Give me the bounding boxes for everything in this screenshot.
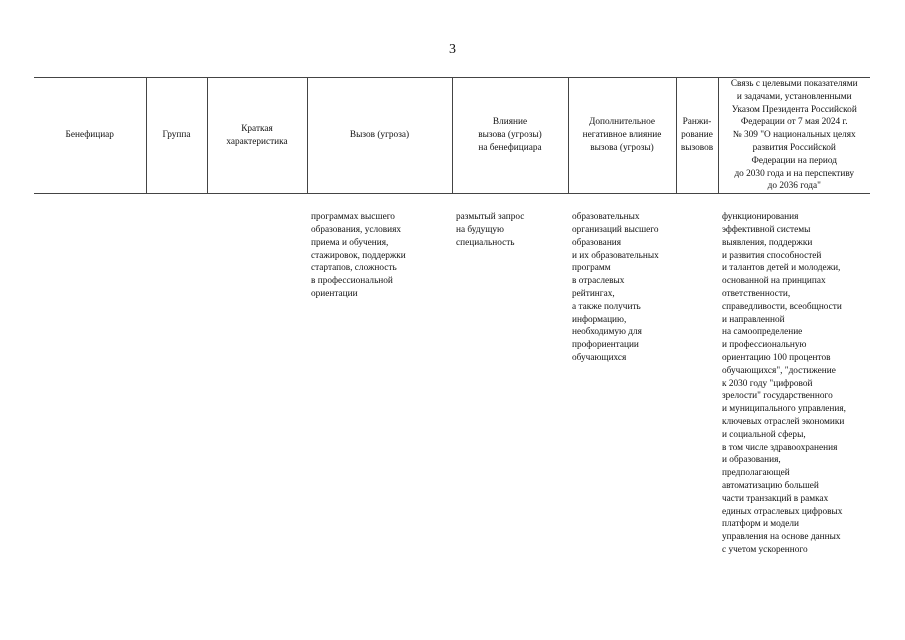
header-group xyxy=(146,78,207,194)
text-line: основанной на принципах xyxy=(722,276,826,287)
cell-beneficiary xyxy=(34,194,146,557)
header-description xyxy=(207,78,307,194)
cell-additional-impact xyxy=(568,194,676,557)
text-line: справедливости, всеобщности xyxy=(722,301,842,312)
header-line: Связь с целевыми показателями xyxy=(730,79,858,89)
text-line: стажировок, поддержки xyxy=(311,250,406,261)
text-line: образовательных xyxy=(572,212,640,223)
header-line: до 2036 года" xyxy=(767,181,821,192)
text-line: единых отраслевых цифровых xyxy=(722,506,843,517)
text-line: на самоопределение xyxy=(722,327,803,338)
text-line: функционирования xyxy=(722,212,799,223)
text-line: в том числе здравоохранения xyxy=(722,442,838,453)
header-line: Указом Президента Российской xyxy=(731,104,857,115)
header-line: № 309 "О национальных целях xyxy=(732,130,856,141)
header-impact xyxy=(452,78,568,194)
text-line: программ xyxy=(572,263,611,274)
text-line: на будущую xyxy=(456,224,504,235)
text-line: ключевых отраслей экономики xyxy=(722,416,845,427)
header-line: развития Российской xyxy=(752,142,836,153)
cell-description xyxy=(207,194,307,557)
text-line: предполагающей xyxy=(722,468,790,479)
cell-impact xyxy=(452,194,568,557)
header-line: и задачами, установленными xyxy=(736,91,852,102)
header-line: вызова (угрозы) xyxy=(590,142,654,153)
table-body xyxy=(34,194,870,557)
header-line: Федерации на период xyxy=(751,155,837,166)
cell-challenge xyxy=(307,194,452,557)
text-line: и талантов детей и молодежи, xyxy=(722,263,841,274)
text-line: образования xyxy=(572,237,622,248)
header-line: рование xyxy=(681,130,713,141)
header-line: Краткая xyxy=(241,123,273,134)
text-line: рейтингах, xyxy=(572,288,615,299)
text-line: и развития способностей xyxy=(722,250,822,261)
text-line: организаций высшего xyxy=(572,224,659,235)
text-line: ответственности, xyxy=(722,288,791,299)
text-line: специальность xyxy=(456,237,515,248)
text-line: платформ и модели xyxy=(722,519,799,530)
beneficiary-challenges-table xyxy=(34,77,870,557)
text-line: и муниципального управления, xyxy=(722,404,846,415)
header-beneficiary xyxy=(34,78,146,194)
text-line: необходимую для xyxy=(572,327,642,338)
text-line: профориентации xyxy=(572,340,639,351)
header-ranking xyxy=(676,78,718,194)
table-row xyxy=(34,194,870,557)
text-line: образования, условиях xyxy=(311,224,402,235)
header-additional-impact xyxy=(568,78,676,194)
cell-ranking xyxy=(676,194,718,557)
text-line: управления на основе данных xyxy=(722,532,841,543)
header-line: Вызов (угроза) xyxy=(349,130,410,141)
header-line: до 2030 года и на перспективу xyxy=(734,168,855,179)
text-line: информацию, xyxy=(572,314,627,325)
text-line: и социальной сферы, xyxy=(722,429,806,440)
text-line: ориентации xyxy=(311,288,358,299)
text-line: программах высшего xyxy=(311,212,395,223)
text-line: зрелости" государственного xyxy=(722,391,833,402)
text-line: в профессиональной xyxy=(311,276,393,287)
text-line: автоматизацию большей xyxy=(722,480,819,491)
page-number: 3 xyxy=(449,42,456,57)
text-line: к 2030 году "цифровой xyxy=(722,378,813,389)
table-header xyxy=(34,78,870,194)
header-target-link xyxy=(718,78,870,194)
header-line: Ранжи- xyxy=(682,117,712,128)
header-row xyxy=(34,78,870,194)
header-line: Дополнительное xyxy=(588,117,655,128)
cell-target-link xyxy=(718,194,870,557)
text-line: приема и обучения, xyxy=(311,237,389,248)
cell-group xyxy=(146,194,207,557)
header-line: характеристика xyxy=(226,136,288,147)
header-line: на бенефициара xyxy=(478,142,542,153)
text-line: выявления, поддержки xyxy=(722,237,813,248)
header-line: Федерации от 7 мая 2024 г. xyxy=(740,117,848,128)
header-line: Группа xyxy=(162,130,191,141)
header-line: Влияние xyxy=(492,117,528,128)
text-line: с учетом ускоренного xyxy=(722,544,808,555)
text-line: и их образовательных xyxy=(572,250,659,261)
text-line: части транзакций в рамках xyxy=(722,493,829,504)
text-line: и направленной xyxy=(722,314,785,325)
text-line: обучающихся xyxy=(572,352,627,363)
header-challenge xyxy=(307,78,452,194)
text-line: стартапов, сложность xyxy=(311,263,397,274)
text-line: и образования, xyxy=(722,455,781,466)
text-line: а также получить xyxy=(572,301,641,312)
header-line: вызова (угрозы) xyxy=(478,130,542,141)
text-line: размытый запрос xyxy=(456,212,525,223)
text-line: эффективной системы xyxy=(722,224,811,235)
header-line: негативное влияние xyxy=(582,130,662,141)
header-line: вызовов xyxy=(680,142,714,153)
text-line: и профессиональную xyxy=(722,340,807,351)
text-line: обучающихся", "достижение xyxy=(722,365,836,376)
text-line: в отраслевых xyxy=(572,276,625,287)
text-line: ориентацию 100 процентов xyxy=(722,352,831,363)
header-line: Бенефициар xyxy=(65,130,114,141)
